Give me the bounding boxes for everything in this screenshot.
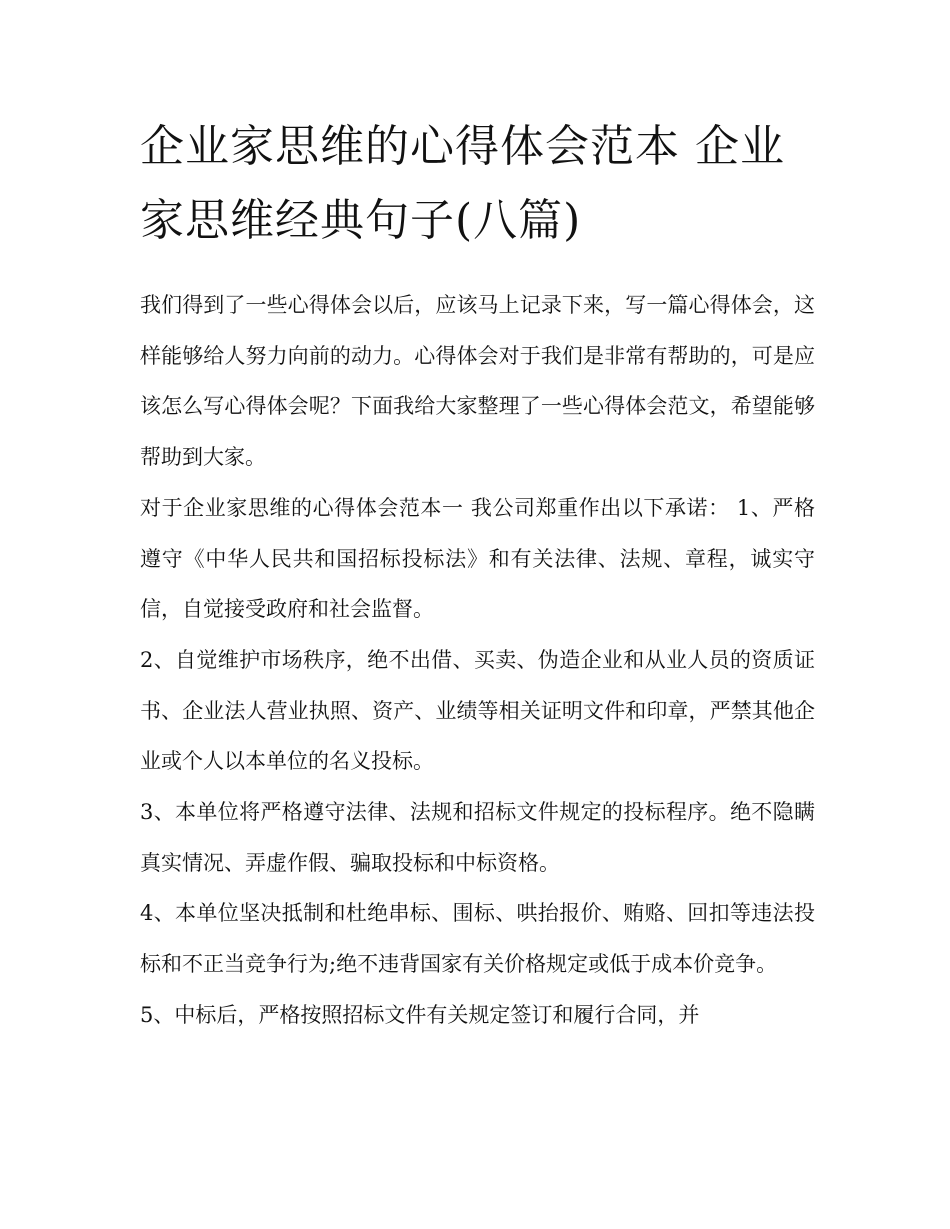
document-page bbox=[140, 110, 815, 1041]
paragraph-commitment-5: 5、中标后，严格按照招标文件有关规定签订和履行合同，并 bbox=[140, 1002, 700, 1027]
document-body bbox=[140, 280, 815, 1041]
paragraph-commitment-2: 2、自觉维护市场秩序，绝不出借、买卖、伪造企业和从业人员的资质证书、企业法人营业执照、资产、业绩等相关证明文件和印章，严禁其他企业或个人以本单位的名义投标。 bbox=[140, 647, 815, 774]
paragraph-commitment-1: 对于企业家思维的心得体会范本一 我公司郑重作出以下承诺： 1、严格遵守《中华人民共和国招标投标法》和有关法律、法规、章程，诚实守信，自觉接受政府和社会监督。 bbox=[140, 495, 815, 622]
paragraph-commitment-4: 4、本单位坚决抵制和杜绝串标、围标、哄抬报价、贿赂、回扣等违法投标和不正当竞争行为;绝不违背国家有关价格规定或低于成本价竞争。 bbox=[140, 901, 815, 977]
document-title: 企业家思维的心得体会范本 企业家思维经典句子(八篇) bbox=[140, 121, 785, 246]
paragraph-intro: 我们得到了一些心得体会以后，应该马上记录下来，写一篇心得体会，这样能够给人努力向前的动力。心得体会对于我们是非常有帮助的，可是应该怎么写心得体会呢？下面我给大家整理了一些心得体会范文，希望能够帮助到大家。 bbox=[140, 293, 815, 470]
paragraph-commitment-3: 3、本单位将严格遵守法律、法规和招标文件规定的投标程序。绝不隐瞒真实情况、弄虚作假、骗取投标和中标资格。 bbox=[140, 800, 815, 875]
